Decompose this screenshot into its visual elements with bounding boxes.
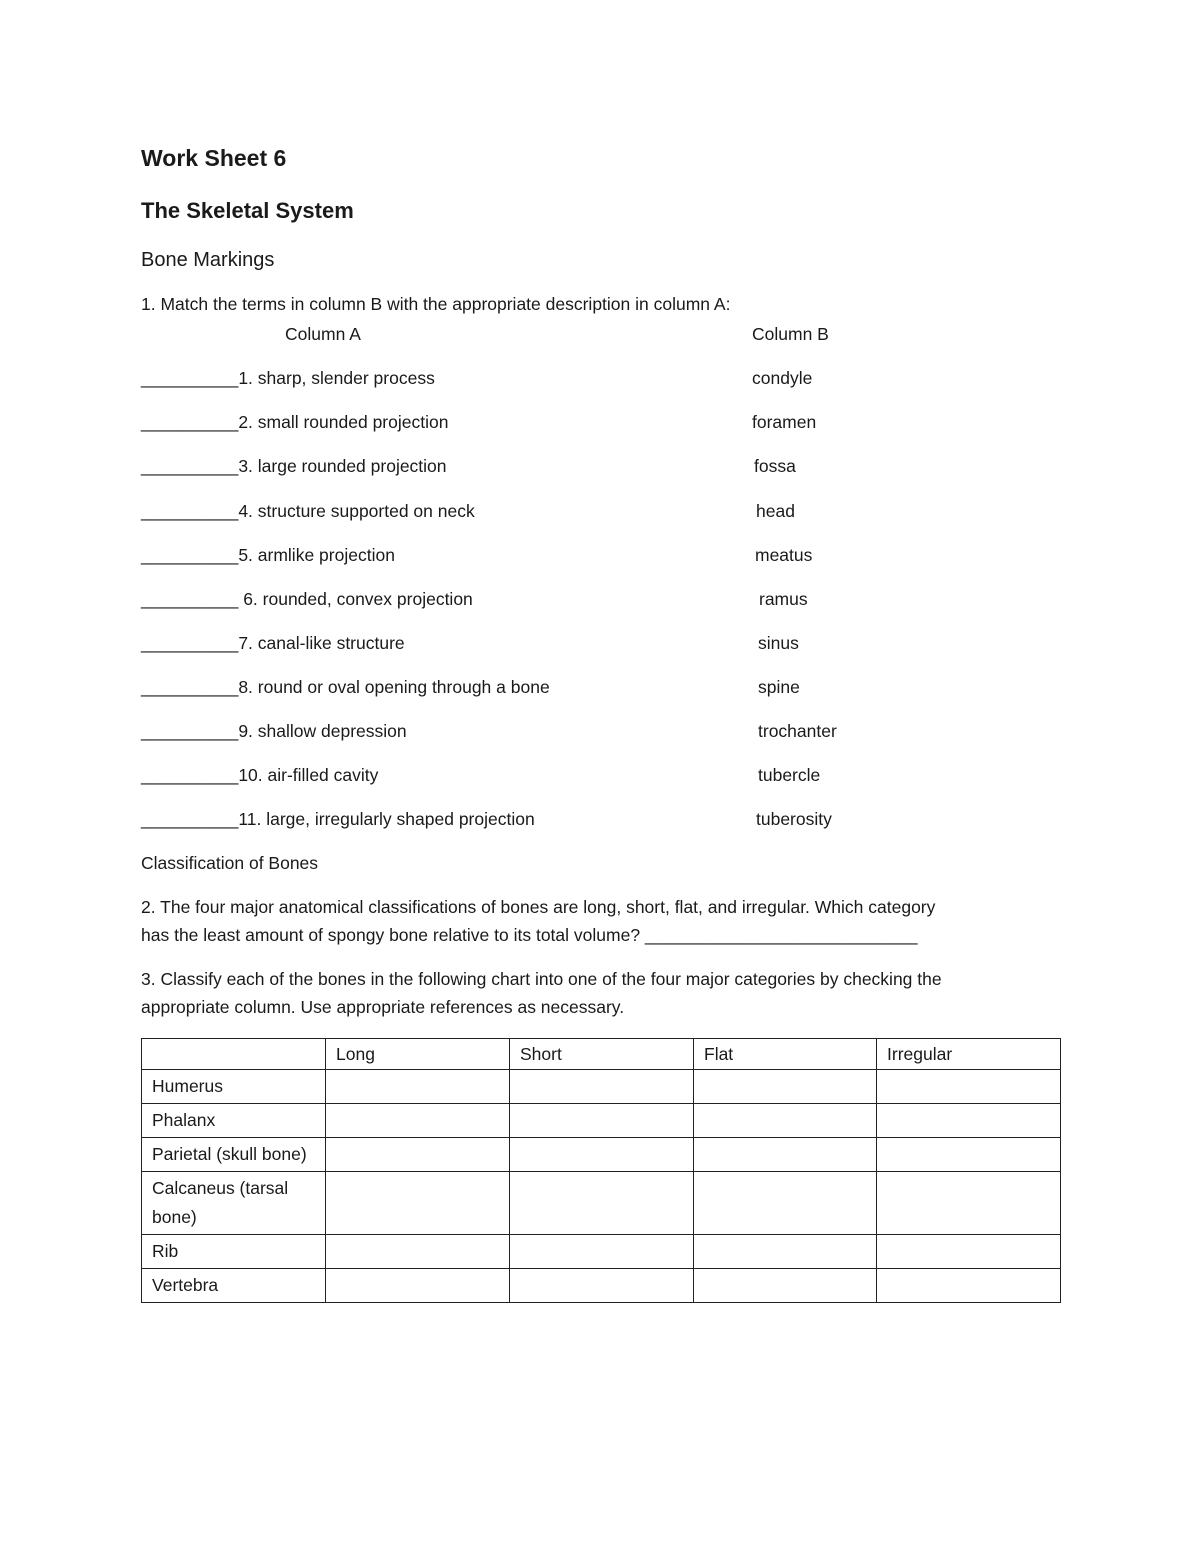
matching-description: __________5. armlike projection [141, 545, 395, 565]
matching-term: trochanter [758, 721, 837, 741]
check-cell-irregular[interactable] [877, 1070, 1061, 1104]
matching-term: foramen [752, 412, 817, 432]
matching-term: condyle [752, 368, 813, 388]
matching-description: __________ 6. rounded, convex projection [141, 589, 473, 609]
question-2-line-1: 2. The four major anatomical classifications of bones are long, short, flat, and irregular. Which category [141, 897, 936, 917]
table-row [142, 1070, 1061, 1104]
table-header-row [142, 1039, 1061, 1070]
check-cell-long[interactable] [326, 1070, 510, 1104]
table-header-short: Short [510, 1039, 694, 1070]
table-header-cell [142, 1039, 326, 1070]
bone-classification-table [141, 1038, 1061, 1303]
check-cell-flat[interactable] [694, 1104, 877, 1138]
bone-name-cell: Vertebra [142, 1269, 326, 1303]
section-heading-classification: Classification of Bones [141, 853, 319, 873]
bone-name-cell: Phalanx [142, 1104, 326, 1138]
matching-term: head [756, 501, 795, 521]
matching-description: __________4. structure supported on neck [141, 501, 475, 521]
check-cell-long[interactable] [326, 1235, 510, 1269]
table-header-irregular: Irregular [877, 1039, 1061, 1070]
check-cell-long[interactable] [326, 1138, 510, 1172]
matching-description: __________9. shallow depression [141, 721, 407, 741]
check-cell-short[interactable] [510, 1104, 694, 1138]
check-cell-short[interactable] [510, 1172, 694, 1235]
check-cell-short[interactable] [510, 1138, 694, 1172]
check-cell-irregular[interactable] [877, 1104, 1061, 1138]
column-b-label: Column B [752, 324, 829, 344]
worksheet-title: Work Sheet 6 [141, 145, 287, 171]
check-cell-flat[interactable] [694, 1172, 877, 1235]
matching-description: __________2. small rounded projection [141, 412, 449, 432]
check-cell-flat[interactable] [694, 1235, 877, 1269]
matching-term: ramus [759, 589, 808, 609]
bone-name-cell: Rib [142, 1235, 326, 1269]
worksheet-subtitle: The Skeletal System [141, 198, 354, 223]
matching-term: tubercle [758, 765, 821, 785]
check-cell-irregular[interactable] [877, 1138, 1061, 1172]
check-cell-long[interactable] [326, 1172, 510, 1235]
check-cell-irregular[interactable] [877, 1172, 1061, 1235]
table-row [142, 1269, 1061, 1303]
matching-description: __________8. round or oval opening through a bone [141, 677, 550, 697]
matching-term: fossa [754, 456, 796, 476]
question-3-line-2: appropriate column. Use appropriate references as necessary. [141, 997, 625, 1017]
matching-term: spine [758, 677, 800, 697]
check-cell-irregular[interactable] [877, 1235, 1061, 1269]
section-heading-bone-markings: Bone Markings [141, 249, 275, 271]
matching-term: tuberosity [756, 809, 832, 829]
check-cell-short[interactable] [510, 1269, 694, 1303]
table-row [142, 1172, 1061, 1235]
matching-description: __________1. sharp, slender process [141, 368, 435, 388]
check-cell-short[interactable] [510, 1070, 694, 1104]
matching-term: sinus [758, 633, 799, 653]
table-row [142, 1104, 1061, 1138]
bone-name-cell: Parietal (skull bone) [142, 1138, 326, 1172]
check-cell-long[interactable] [326, 1104, 510, 1138]
check-cell-flat[interactable] [694, 1070, 877, 1104]
bone-name-cell: Calcaneus (tarsal bone) [142, 1172, 326, 1235]
matching-description: __________7. canal-like structure [141, 633, 405, 653]
question-3-line-1: 3. Classify each of the bones in the following chart into one of the four major categories by checking the [141, 969, 942, 989]
column-a-label: Column A [285, 324, 361, 344]
matching-description: __________3. large rounded projection [141, 456, 447, 476]
question-1-prompt: 1. Match the terms in column B with the appropriate description in column A: [141, 294, 731, 314]
question-2-line-2: has the least amount of spongy bone relative to its total volume? ____________________________ [141, 925, 918, 945]
table-row [142, 1235, 1061, 1269]
table-header-flat: Flat [694, 1039, 877, 1070]
check-cell-long[interactable] [326, 1269, 510, 1303]
table-header-long: Long [326, 1039, 510, 1070]
check-cell-flat[interactable] [694, 1269, 877, 1303]
check-cell-short[interactable] [510, 1235, 694, 1269]
check-cell-flat[interactable] [694, 1138, 877, 1172]
bone-name-cell: Humerus [142, 1070, 326, 1104]
matching-description: __________11. large, irregularly shaped projection [141, 809, 535, 829]
table-row [142, 1138, 1061, 1172]
check-cell-irregular[interactable] [877, 1269, 1061, 1303]
matching-description: __________10. air-filled cavity [141, 765, 379, 785]
matching-term: meatus [755, 545, 813, 565]
